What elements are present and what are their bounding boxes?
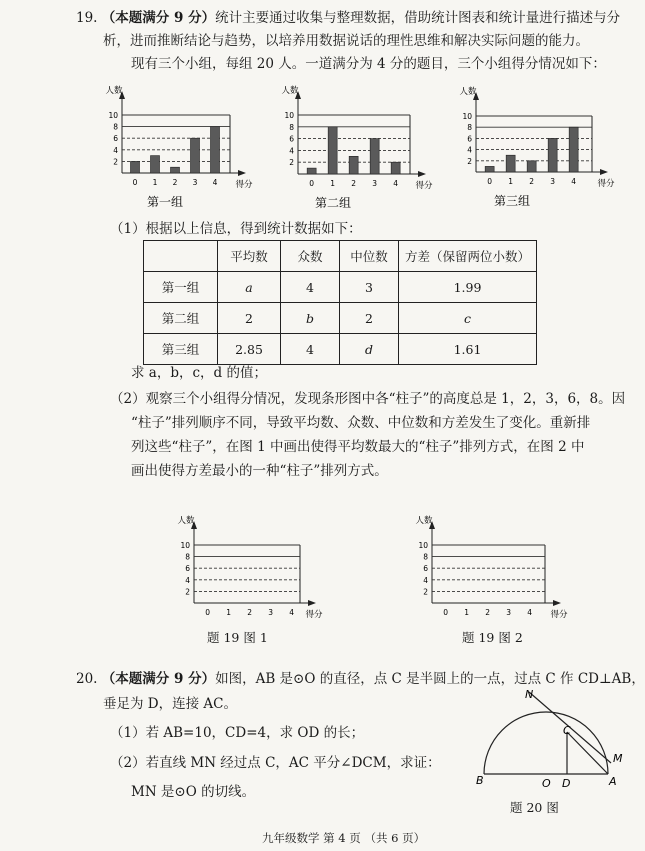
table-row	[144, 272, 537, 303]
table-header-cell	[144, 241, 218, 272]
bar	[485, 166, 494, 172]
bar	[191, 138, 200, 173]
fig20-caption: 题 20 图	[510, 800, 559, 815]
q19-number: 19.	[76, 10, 98, 26]
x-axis-arrow	[600, 169, 608, 175]
label-d: D	[562, 777, 571, 790]
x-axis-arrow	[418, 171, 426, 177]
label-c: C	[563, 724, 571, 737]
y-tick-label: 4	[185, 575, 190, 585]
x-axis-arrow	[308, 600, 316, 606]
chart-title: 第一组	[146, 195, 184, 209]
label-a: A	[609, 775, 617, 788]
x-tick-label: 3	[550, 177, 556, 186]
x-tick-label: 3	[192, 178, 198, 187]
stats-table	[143, 240, 537, 365]
bar	[131, 161, 140, 173]
table-cell: 2.85	[218, 334, 281, 365]
y-axis-label: 人数	[459, 87, 477, 97]
x-tick-label: 1	[152, 178, 158, 187]
table-cell: 1.61	[399, 334, 537, 365]
table-cell: 第一组	[144, 272, 218, 303]
y-tick-label: 2	[423, 587, 428, 597]
q19-part2-line1: （2）观察三个小组得分情况，发现条形图中各“柱子”的高度总是 1，2，3，6，8。因	[110, 391, 626, 407]
q20-sub2: （2）若直线 MN 经过点 C，AC 平分∠DCM，求证：	[110, 755, 441, 771]
page-footer: 九年级数学 第 4 页 （共 6 页）	[262, 831, 426, 845]
y-tick-label: 2	[467, 156, 472, 166]
x-axis-label: 得分	[550, 610, 568, 620]
q19-intro-line2: 析，进而推断结论与趋势，以培养用数据说话的理性思维和解决实际问题的能力。	[103, 33, 589, 49]
y-tick-label: 8	[289, 122, 294, 132]
q20-sub1: （1）若 AB=10，CD=4，求 OD 的长；	[110, 725, 365, 741]
table-cell: d	[340, 334, 399, 365]
table-cell: 2	[340, 303, 399, 334]
q20-line2: 垂足为 D，连接 AC。	[103, 696, 237, 712]
q19-part2-line4: 画出使得方差最小的一种“柱子”排列方式。	[131, 463, 388, 479]
table-cell: 第二组	[144, 303, 218, 334]
table-cell: 3	[340, 272, 399, 303]
x-tick-label: 4	[527, 608, 533, 617]
y-tick-label: 10	[418, 541, 428, 550]
x-axis-label: 得分	[597, 179, 615, 189]
bar	[211, 127, 220, 173]
y-tick-label: 6	[289, 134, 294, 144]
y-tick-label: 6	[423, 564, 428, 574]
label-o: O	[542, 777, 551, 790]
x-axis-label: 得分	[235, 180, 253, 190]
y-tick-label: 2	[113, 157, 118, 167]
y-tick-label: 4	[289, 146, 294, 156]
y-axis-label: 人数	[177, 516, 195, 526]
y-tick-label: 6	[467, 134, 472, 144]
table-cell: c	[399, 303, 537, 334]
y-tick-label: 8	[423, 552, 428, 562]
x-tick-label: 2	[485, 608, 491, 617]
label-n: N	[525, 688, 534, 701]
x-tick-label: 1	[464, 608, 470, 617]
y-tick-label: 8	[467, 123, 472, 133]
bar	[370, 139, 379, 174]
bar	[569, 127, 578, 172]
table-header-cell: 方差（保留两位小数）	[399, 241, 537, 272]
y-tick-label: 2	[185, 587, 190, 597]
x-tick-label: 0	[309, 179, 315, 188]
x-tick-label: 1	[226, 608, 232, 617]
y-axis-label: 人数	[281, 86, 299, 96]
table-row	[144, 334, 537, 365]
segment-ac	[567, 732, 608, 774]
q19-part1: （1）根据以上信息，得到统计数据如下：	[110, 221, 362, 237]
x-tick-label: 2	[247, 608, 253, 617]
x-tick-label: 4	[212, 178, 218, 187]
q19-marks: （本题满分 9 分）	[101, 10, 216, 26]
x-tick-label: 1	[508, 177, 514, 186]
chart-title: 第三组	[493, 194, 531, 208]
bar	[171, 167, 180, 173]
fig2-caption: 题 19 图 2	[462, 630, 523, 645]
x-axis-label: 得分	[305, 610, 323, 620]
bar	[151, 156, 160, 173]
bar	[349, 156, 358, 174]
y-tick-label: 4	[113, 145, 118, 155]
bar	[548, 138, 557, 172]
y-tick-label: 4	[467, 145, 472, 155]
table-header-cell: 平均数	[218, 241, 281, 272]
table-header-cell: 众数	[281, 241, 340, 272]
table-row	[144, 303, 537, 334]
y-tick-label: 4	[423, 575, 428, 585]
x-tick-label: 2	[529, 177, 535, 186]
y-tick-label: 2	[289, 158, 294, 168]
x-tick-label: 0	[487, 177, 493, 186]
label-m: M	[613, 752, 623, 765]
table-cell: 4	[281, 272, 340, 303]
x-tick-label: 4	[289, 608, 295, 617]
x-tick-label: 3	[268, 608, 274, 617]
bar	[527, 161, 536, 172]
table-header-row	[144, 241, 537, 272]
q20-sub3: MN 是⊙O 的切线。	[131, 784, 256, 800]
q20-marks: （本题满分 9 分）	[101, 671, 216, 687]
x-tick-label: 0	[443, 608, 449, 617]
semicircle-arc	[484, 712, 608, 774]
bar	[391, 162, 400, 174]
y-axis-label: 人数	[105, 86, 123, 96]
x-axis-label: 得分	[415, 181, 433, 191]
y-tick-label: 10	[462, 112, 472, 121]
q19-intro-line3: 现有三个小组，每组 20 人。一道满分为 4 分的题目，三个小组得分情况如下：	[131, 56, 606, 72]
x-tick-label: 1	[330, 179, 336, 188]
y-tick-label: 10	[284, 111, 294, 120]
x-tick-label: 4	[393, 179, 399, 188]
y-tick-label: 6	[185, 564, 190, 574]
y-axis-label: 人数	[415, 516, 433, 526]
q20-number: 20.	[76, 671, 98, 687]
chart-title: 第二组	[314, 196, 352, 210]
x-tick-label: 3	[506, 608, 512, 617]
y-tick-label: 10	[108, 111, 118, 120]
x-tick-label: 0	[132, 178, 138, 187]
y-tick-label: 6	[113, 134, 118, 144]
x-tick-label: 3	[372, 179, 378, 188]
x-tick-label: 2	[172, 178, 178, 187]
table-cell: b	[281, 303, 340, 334]
q19-part2-line2: “柱子”排列顺序不同，导致平均数、众数、中位数和方差发生了变化。重新排	[131, 415, 591, 431]
y-tick-label: 8	[113, 122, 118, 132]
bar	[328, 127, 337, 174]
y-tick-label: 10	[180, 541, 190, 550]
y-tick-label: 8	[185, 552, 190, 562]
x-tick-label: 2	[351, 179, 357, 188]
x-axis-arrow	[553, 600, 561, 606]
q19-ask: 求 a，b，c，d 的值；	[131, 365, 267, 381]
bar	[307, 168, 316, 174]
x-axis-arrow	[238, 170, 246, 176]
q20-line1: 20. （本题满分 9 分）如图，AB 是⊙O 的直径，点 C 是半圆上的一点，过点 C 作 CD⊥AB，	[76, 671, 645, 687]
q19-part2-line3: 列这些“柱子”，在图 1 中画出使得平均数最大的“柱子”排列方式，在图 2 中	[131, 439, 585, 455]
fig1-caption: 题 19 图 1	[207, 630, 268, 645]
table-cell: 1.99	[399, 272, 537, 303]
table-cell: 4	[281, 334, 340, 365]
table-cell: a	[218, 272, 281, 303]
bar	[506, 155, 515, 172]
table-cell: 2	[218, 303, 281, 334]
label-b: B	[476, 774, 484, 787]
q19-intro-line1: 19. （本题满分 9 分）统计主要通过收集与整理数据，借助统计图表和统计量进行描述与分	[76, 10, 621, 26]
x-tick-label: 0	[205, 608, 211, 617]
table-header-cell: 中位数	[340, 241, 399, 272]
x-tick-label: 4	[571, 177, 577, 186]
table-cell: 第三组	[144, 334, 218, 365]
